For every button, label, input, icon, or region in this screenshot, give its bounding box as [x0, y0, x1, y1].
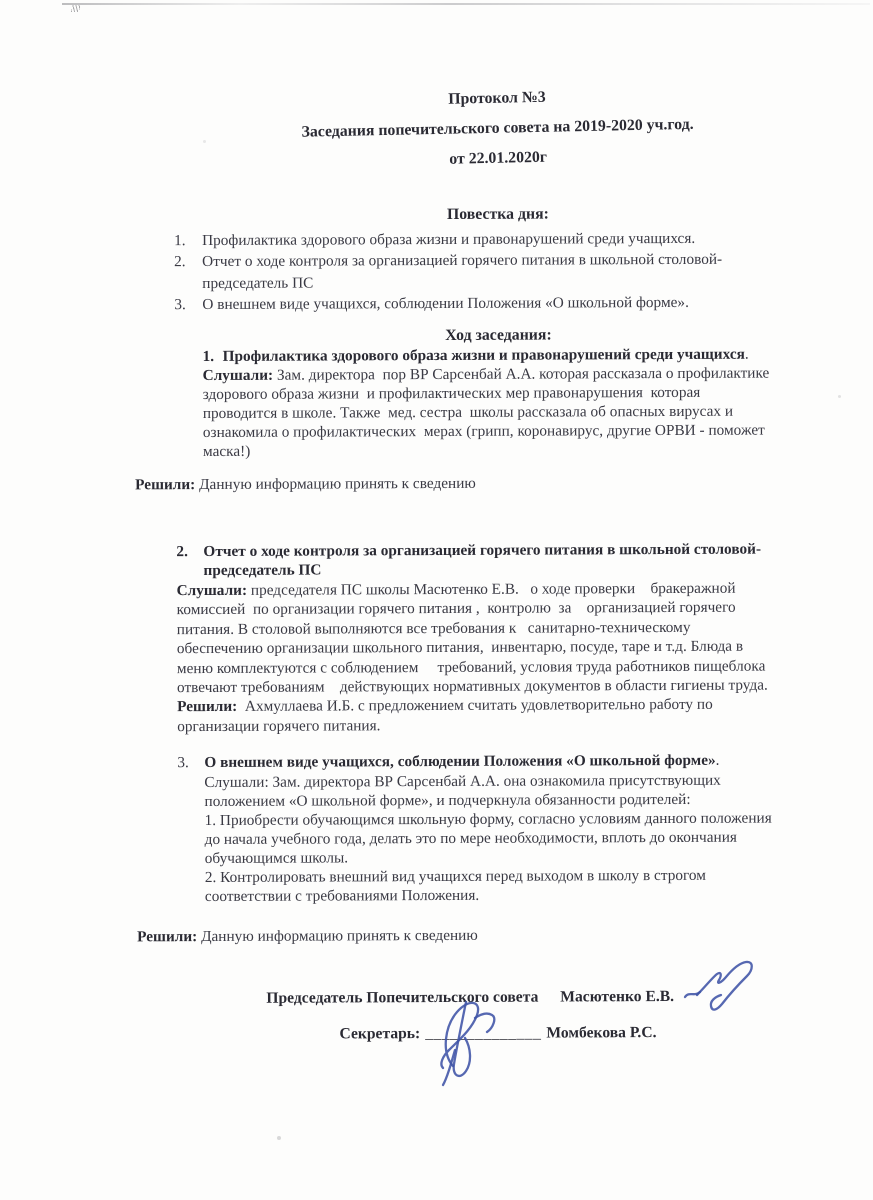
secretary-label: Секретарь: [339, 1025, 421, 1043]
secretary-signature-row [339, 1022, 873, 1044]
agenda-item-text: Профилактика здорового образа жизни и правонарушений среди учащихся. [202, 229, 696, 250]
protocol-subtitle: Заседания попечительского совета на 2019-2020 уч.год. [301, 115, 694, 141]
item-number: 1. [202, 348, 215, 366]
secretary-name: Момбекова Р.С. [546, 1024, 657, 1042]
agenda-item [174, 227, 873, 251]
listened-label: Слушали: [202, 367, 274, 385]
item-title: О внешнем виде учащихся, соблюдении Положения «О школьной форме» [204, 752, 716, 772]
agenda-heading: Повестка дня: [446, 205, 549, 223]
agenda-item-number: 2. [174, 253, 186, 271]
resolution-1 [135, 473, 873, 496]
proceedings-item-1 [203, 344, 873, 461]
signature-block [4, 986, 873, 1046]
agenda-list [1, 227, 873, 316]
resolution-3 [137, 924, 873, 947]
secretary-signature-line: ______________ [425, 1024, 542, 1043]
resolution-text: Данную информацию принять к сведению [197, 926, 478, 945]
agenda-item-number: 3. [174, 295, 186, 314]
protocol-date: от 22.01.2020г [449, 148, 548, 168]
item-title-suffix: . [744, 345, 749, 363]
item-title-suffix: . [715, 752, 720, 770]
agenda-item [174, 248, 873, 294]
proceedings-heading: Ход заседания: [445, 326, 552, 345]
proceedings-item-2 [176, 539, 873, 736]
item-title: Профилактика здорового образа жизни и правонарушений среди учащихся [222, 345, 745, 366]
resolution-label: Решили: [137, 927, 198, 945]
item-2-heading [176, 539, 873, 581]
agenda-item-text: Отчет о ходе контроля за организацией горячего питания в школьной столовой- председатель ПС [202, 251, 723, 292]
item-number: 2. [176, 543, 188, 561]
agenda-item [174, 291, 873, 315]
item-title-wrap [223, 345, 749, 367]
chairman-signature-row [266, 986, 873, 1009]
item-3-body: Слушали: Зам. директора ВР Сарсенбай А.А. она ознакомила присутствующих положением «О школьной форме», и подчеркнула обязанности родителей: 1. Приобрести обучающимся школьную форму, согласно условиям данного положения до начала учебного года, делать это по мере необходимости, вплоть до окончания обучающимся школы. 2. Контролировать внешний вид учащихся перед выходом в школу в строгом соответствии с требованиями Положения. [204, 771, 772, 905]
resolution-label: Решили: [135, 476, 196, 494]
listened-text: председателя ПС школы Масютенко Е.В. о ходе проверки бракеражной комиссией по организации горячего питания , контролю за организацией горячего питания. В столовой выполняются все требования к санитарно-техническому обеспечению организации школьного питания, инвентарю, посуде, таре и т.д. Блюда в меню комплектуются с соблюдением требований, условия труда работников пищеблока отвечают требованиям действующих нормативных документов в области гигиены труда. [176, 579, 768, 697]
item-number: 3. [177, 754, 189, 772]
item-1-body [203, 364, 873, 462]
chairman-title: Председатель Попечительского совета [266, 988, 539, 1007]
proceedings-item-3 [177, 750, 873, 905]
chairman-name: Масютенко Е.В. [560, 988, 675, 1006]
agenda-item-number: 1. [174, 232, 186, 250]
resolution-label: Решили: [177, 698, 238, 716]
document-header [124, 81, 871, 175]
item-title-wrap [204, 751, 719, 773]
listened-text: Зам. директора пор ВР Сарсенбай А.А. которая рассказала о профилактике здорового образа жизни и профилактических мер правонарушения которая проводится в школе. Также мед. сестра школы рассказала об опасных вирусах и ознакомила о профилактических мерах (грипп, коронавирус, другие ОРВИ - поможет маска!) [202, 365, 770, 461]
item-title: Отчет о ходе контроля за организацией горячего питания в школьной столовой- председатель ПС [203, 540, 762, 580]
agenda-section [125, 203, 871, 226]
agenda-item-text: О внешнем виде учащихся, соблюдении Положения «О школьной форме». [202, 293, 689, 313]
protocol-title: Протокол №3 [448, 88, 546, 108]
resolution-text: Ахмуллаева И.Б. с предложением считать удовлетворительно работу по организации горячего питания. [177, 696, 713, 735]
resolution-text: Данную информацию принять к сведению [195, 475, 476, 494]
item-2-body [177, 578, 873, 697]
scan-speck [277, 1136, 281, 1140]
item-2-resolution [177, 695, 873, 737]
listened-label: Слушали: [176, 581, 248, 600]
